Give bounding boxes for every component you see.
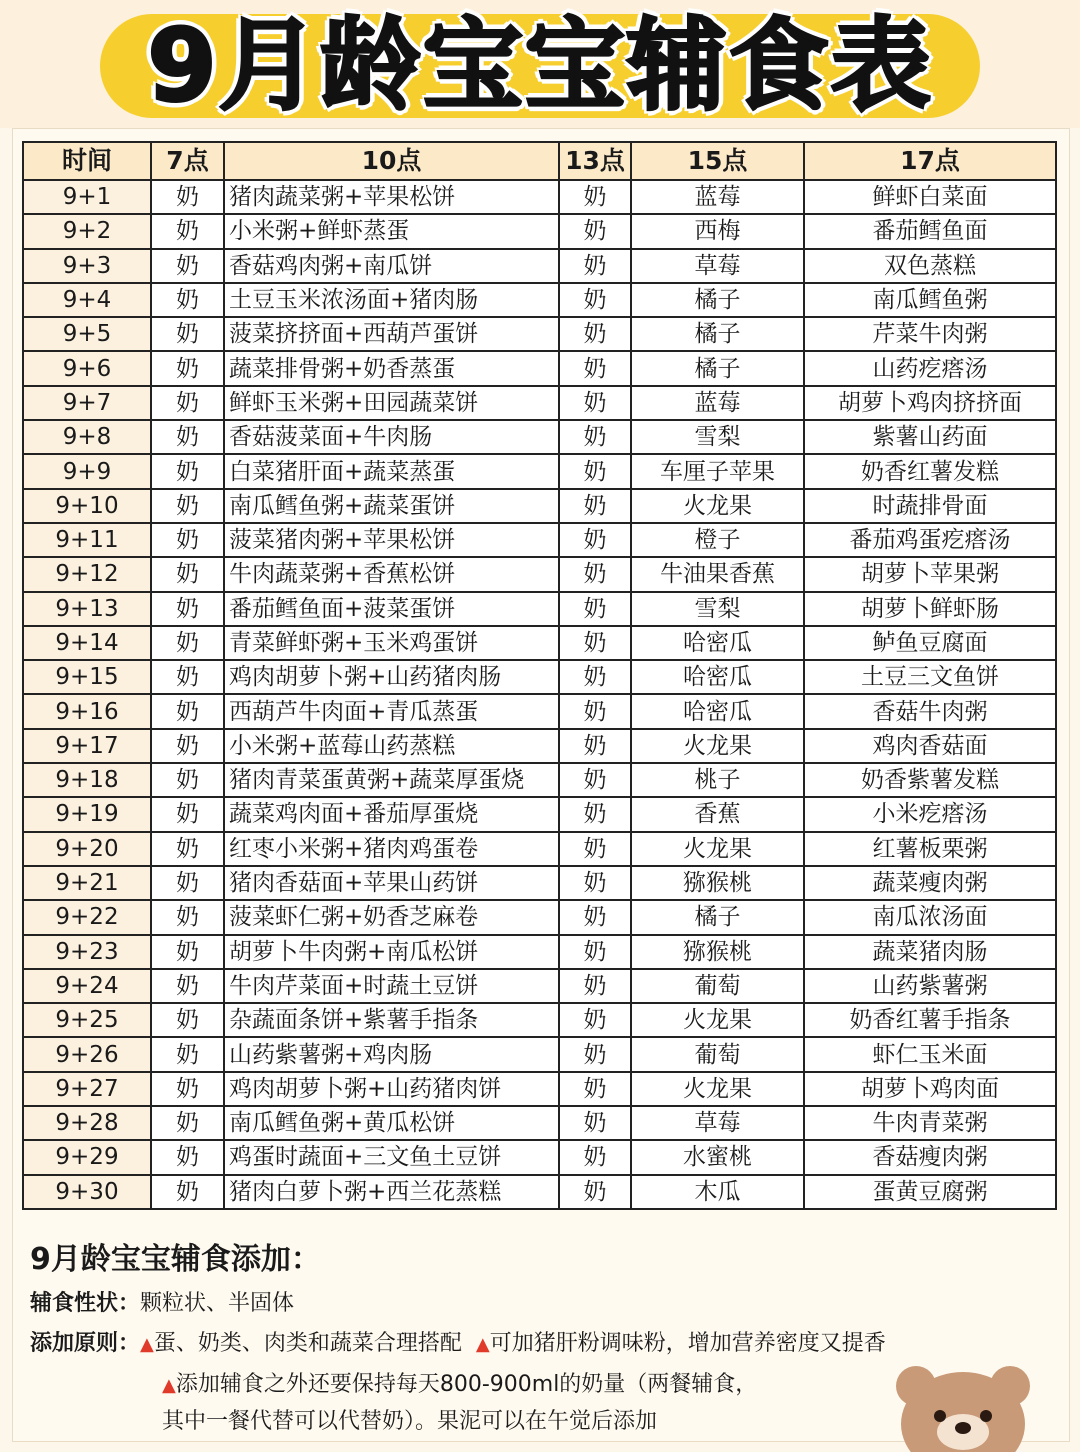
cell-17: 山药疙瘩汤 — [804, 351, 1056, 385]
cell-17: 牛肉青菜粥 — [804, 1106, 1056, 1140]
cell-time: 9+15 — [23, 660, 151, 694]
cell-15: 牛油果香蕉 — [631, 557, 804, 591]
cell-10: 菠菜挤挤面+西葫芦蛋饼 — [224, 317, 559, 351]
cell-7: 奶 — [151, 1106, 224, 1140]
cell-17: 香菇瘦肉粥 — [804, 1140, 1056, 1174]
cell-13: 奶 — [559, 935, 631, 969]
header-10: 10点 — [224, 142, 559, 180]
table-row — [23, 900, 1056, 934]
cell-17: 奶香紫薯发糕 — [804, 763, 1056, 797]
cell-17: 胡萝卜鸡肉挤挤面 — [804, 386, 1056, 420]
cell-13: 奶 — [559, 180, 631, 214]
cell-13: 奶 — [559, 557, 631, 591]
cell-13: 奶 — [559, 763, 631, 797]
cell-time: 9+25 — [23, 1003, 151, 1037]
cell-7: 奶 — [151, 1140, 224, 1174]
cell-7: 奶 — [151, 1175, 224, 1209]
cell-17: 鸡肉香菇面 — [804, 729, 1056, 763]
table-row — [23, 763, 1056, 797]
cell-10: 猪肉香菇面+苹果山药饼 — [224, 866, 559, 900]
cell-17: 时蔬排骨面 — [804, 489, 1056, 523]
bullet-icon: ▲ — [140, 1334, 154, 1355]
bullet-icon: ▲ — [475, 1334, 490, 1355]
cell-time: 9+2 — [23, 214, 151, 248]
principle-2: 可加猪肝粉调味粉，增加营养密度又提香 — [489, 1331, 886, 1356]
cell-17: 奶香红薯手指条 — [804, 1003, 1056, 1037]
cell-7: 奶 — [151, 797, 224, 831]
cell-time: 9+4 — [23, 283, 151, 317]
cell-13: 奶 — [559, 1140, 631, 1174]
cell-10: 香菇菠菜面+牛肉肠 — [224, 420, 559, 454]
cell-17: 双色蒸糕 — [804, 249, 1056, 283]
title-banner — [0, 0, 1080, 128]
table-row — [23, 489, 1056, 523]
cell-7: 奶 — [151, 729, 224, 763]
header-13: 13点 — [559, 142, 631, 180]
cell-10: 胡萝卜牛肉粥+南瓜松饼 — [224, 935, 559, 969]
table-row — [23, 249, 1056, 283]
cell-15: 车厘子苹果 — [631, 454, 804, 488]
cell-7: 奶 — [151, 592, 224, 626]
cell-15: 猕猴桃 — [631, 866, 804, 900]
table-header-row — [23, 142, 1056, 180]
table-row — [23, 797, 1056, 831]
cell-10: 鸡肉胡萝卜粥+山药猪肉饼 — [224, 1072, 559, 1106]
table-row — [23, 1140, 1056, 1174]
cell-15: 橘子 — [631, 351, 804, 385]
table-row — [23, 317, 1056, 351]
cell-13: 奶 — [559, 489, 631, 523]
cell-10: 番茄鳕鱼面+菠菜蛋饼 — [224, 592, 559, 626]
table-row — [23, 694, 1056, 728]
cell-13: 奶 — [559, 866, 631, 900]
cell-17: 芹菜牛肉粥 — [804, 317, 1056, 351]
cell-15: 火龙果 — [631, 729, 804, 763]
cell-7: 奶 — [151, 454, 224, 488]
cell-15: 橘子 — [631, 317, 804, 351]
cell-15: 水蜜桃 — [631, 1140, 804, 1174]
principle-label: 添加原则： — [30, 1331, 141, 1356]
bullet-icon: ▲ — [162, 1375, 176, 1396]
table-row — [23, 1003, 1056, 1037]
cell-15: 火龙果 — [631, 1072, 804, 1106]
cell-15: 雪梨 — [631, 420, 804, 454]
header-15: 15点 — [631, 142, 804, 180]
cell-time: 9+24 — [23, 969, 151, 1003]
meal-schedule-table — [22, 141, 1057, 1210]
cell-15: 哈密瓜 — [631, 694, 804, 728]
table-row — [23, 386, 1056, 420]
cell-17: 胡萝卜苹果粥 — [804, 557, 1056, 591]
table-row — [23, 866, 1056, 900]
cell-7: 奶 — [151, 180, 224, 214]
cell-15: 火龙果 — [631, 1003, 804, 1037]
cell-13: 奶 — [559, 1072, 631, 1106]
cell-15: 草莓 — [631, 249, 804, 283]
cell-15: 橘子 — [631, 900, 804, 934]
cell-7: 奶 — [151, 626, 224, 660]
cell-17: 香菇牛肉粥 — [804, 694, 1056, 728]
cell-13: 奶 — [559, 797, 631, 831]
cell-7: 奶 — [151, 523, 224, 557]
cell-time: 9+21 — [23, 866, 151, 900]
cell-10: 鲜虾玉米粥+田园蔬菜饼 — [224, 386, 559, 420]
cell-17: 蛋黄豆腐粥 — [804, 1175, 1056, 1209]
cell-13: 奶 — [559, 386, 631, 420]
cell-10: 香菇鸡肉粥+南瓜饼 — [224, 249, 559, 283]
table-row — [23, 180, 1056, 214]
cell-15: 香蕉 — [631, 797, 804, 831]
cell-7: 奶 — [151, 694, 224, 728]
cell-7: 奶 — [151, 386, 224, 420]
cell-time: 9+5 — [23, 317, 151, 351]
cell-10: 青菜鲜虾粥+玉米鸡蛋饼 — [224, 626, 559, 660]
cell-15: 木瓜 — [631, 1175, 804, 1209]
cell-7: 奶 — [151, 351, 224, 385]
table-row — [23, 1037, 1056, 1071]
cell-10: 牛肉芹菜面+时蔬土豆饼 — [224, 969, 559, 1003]
cell-10: 鸡蛋时蔬面+三文鱼土豆饼 — [224, 1140, 559, 1174]
cell-17: 鲈鱼豆腐面 — [804, 626, 1056, 660]
cell-7: 奶 — [151, 832, 224, 866]
cell-7: 奶 — [151, 249, 224, 283]
texture-label: 辅食性状： — [30, 1291, 141, 1316]
cell-time: 9+20 — [23, 832, 151, 866]
cell-13: 奶 — [559, 214, 631, 248]
cell-17: 南瓜浓汤面 — [804, 900, 1056, 934]
cell-17: 蔬菜猪肉肠 — [804, 935, 1056, 969]
cell-15: 蓝莓 — [631, 180, 804, 214]
cell-17: 番茄鸡蛋疙瘩汤 — [804, 523, 1056, 557]
cell-7: 奶 — [151, 557, 224, 591]
cell-10: 西葫芦牛肉面+青瓜蒸蛋 — [224, 694, 559, 728]
cell-time: 9+12 — [23, 557, 151, 591]
principle-3: 添加辅食之外还要保持每天800-900ml的奶量（两餐辅食， — [175, 1372, 758, 1397]
cell-15: 哈密瓜 — [631, 660, 804, 694]
table-row — [23, 420, 1056, 454]
cell-10: 猪肉青菜蛋黄粥+蔬菜厚蛋烧 — [224, 763, 559, 797]
table-row — [23, 1106, 1056, 1140]
cell-10: 牛肉蔬菜粥+香蕉松饼 — [224, 557, 559, 591]
cell-10: 鸡肉胡萝卜粥+山药猪肉肠 — [224, 660, 559, 694]
cell-17: 南瓜鳕鱼粥 — [804, 283, 1056, 317]
cell-17: 蔬菜瘦肉粥 — [804, 866, 1056, 900]
cell-10: 小米粥+鲜虾蒸蛋 — [224, 214, 559, 248]
cell-15: 哈密瓜 — [631, 626, 804, 660]
cell-time: 9+28 — [23, 1106, 151, 1140]
cell-10: 南瓜鳕鱼粥+蔬菜蛋饼 — [224, 489, 559, 523]
header-time: 时间 — [23, 142, 151, 180]
cell-7: 奶 — [151, 900, 224, 934]
cell-7: 奶 — [151, 660, 224, 694]
cell-time: 9+10 — [23, 489, 151, 523]
notes-title: 9月龄宝宝辅食添加： — [30, 1242, 321, 1277]
cell-7: 奶 — [151, 935, 224, 969]
cell-10: 土豆玉米浓汤面+猪肉肠 — [224, 283, 559, 317]
cell-17: 土豆三文鱼饼 — [804, 660, 1056, 694]
cell-15: 火龙果 — [631, 489, 804, 523]
cell-10: 山药紫薯粥+鸡肉肠 — [224, 1037, 559, 1071]
cell-time: 9+3 — [23, 249, 151, 283]
cell-time: 9+22 — [23, 900, 151, 934]
table-body — [23, 180, 1056, 1209]
cell-17: 胡萝卜鸡肉面 — [804, 1072, 1056, 1106]
cell-10: 小米粥+蓝莓山药蒸糕 — [224, 729, 559, 763]
cell-15: 猕猴桃 — [631, 935, 804, 969]
cell-17: 小米疙瘩汤 — [804, 797, 1056, 831]
cell-time: 9+6 — [23, 351, 151, 385]
cell-17: 鲜虾白菜面 — [804, 180, 1056, 214]
cell-13: 奶 — [559, 283, 631, 317]
cell-10: 白菜猪肝面+蔬菜蒸蛋 — [224, 454, 559, 488]
bear-icon — [888, 1352, 1038, 1452]
cell-time: 9+29 — [23, 1140, 151, 1174]
cell-7: 奶 — [151, 969, 224, 1003]
cell-17: 山药紫薯粥 — [804, 969, 1056, 1003]
cell-time: 9+7 — [23, 386, 151, 420]
cell-17: 紫薯山药面 — [804, 420, 1056, 454]
cell-time: 9+1 — [23, 180, 151, 214]
header-17: 17点 — [804, 142, 1056, 180]
table-row — [23, 1175, 1056, 1209]
principle-continuation: 其中一餐代替可以代替奶）。果泥可以在午觉后添加 — [162, 1409, 658, 1434]
table-row — [23, 660, 1056, 694]
cell-17: 番茄鳕鱼面 — [804, 214, 1056, 248]
cell-10: 菠菜猪肉粥+苹果松饼 — [224, 523, 559, 557]
cell-15: 雪梨 — [631, 592, 804, 626]
cell-time: 9+11 — [23, 523, 151, 557]
cell-13: 奶 — [559, 454, 631, 488]
table-row — [23, 214, 1056, 248]
texture-row — [30, 1286, 1050, 1322]
cell-7: 奶 — [151, 763, 224, 797]
table-row — [23, 523, 1056, 557]
table-row — [23, 557, 1056, 591]
cell-17: 红薯板栗粥 — [804, 832, 1056, 866]
cell-time: 9+14 — [23, 626, 151, 660]
cell-10: 猪肉白萝卜粥+西兰花蒸糕 — [224, 1175, 559, 1209]
cell-13: 奶 — [559, 351, 631, 385]
cell-13: 奶 — [559, 249, 631, 283]
cell-7: 奶 — [151, 420, 224, 454]
cell-15: 桃子 — [631, 763, 804, 797]
cell-13: 奶 — [559, 900, 631, 934]
cell-time: 9+8 — [23, 420, 151, 454]
cell-13: 奶 — [559, 1106, 631, 1140]
cell-13: 奶 — [559, 969, 631, 1003]
table-row — [23, 592, 1056, 626]
page-title: 9月龄宝宝辅食表 — [147, 7, 933, 124]
cell-13: 奶 — [559, 694, 631, 728]
cell-time: 9+30 — [23, 1175, 151, 1209]
cell-17: 奶香红薯发糕 — [804, 454, 1056, 488]
cell-time: 9+16 — [23, 694, 151, 728]
cell-time: 9+17 — [23, 729, 151, 763]
cell-7: 奶 — [151, 1037, 224, 1071]
texture-value: 颗粒状、半固体 — [140, 1291, 295, 1316]
table-row — [23, 1072, 1056, 1106]
cell-15: 西梅 — [631, 214, 804, 248]
cell-7: 奶 — [151, 283, 224, 317]
cell-10: 杂蔬面条饼+紫薯手指条 — [224, 1003, 559, 1037]
cell-17: 胡萝卜鲜虾肠 — [804, 592, 1056, 626]
cell-15: 蓝莓 — [631, 386, 804, 420]
cell-time: 9+13 — [23, 592, 151, 626]
cell-time: 9+26 — [23, 1037, 151, 1071]
cell-time: 9+9 — [23, 454, 151, 488]
cell-17: 虾仁玉米面 — [804, 1037, 1056, 1071]
cell-7: 奶 — [151, 214, 224, 248]
cell-10: 蔬菜排骨粥+奶香蒸蛋 — [224, 351, 559, 385]
cell-10: 菠菜虾仁粥+奶香芝麻卷 — [224, 900, 559, 934]
cell-7: 奶 — [151, 317, 224, 351]
cell-10: 红枣小米粥+猪肉鸡蛋卷 — [224, 832, 559, 866]
cell-7: 奶 — [151, 866, 224, 900]
cell-10: 猪肉蔬菜粥+苹果松饼 — [224, 180, 559, 214]
cell-15: 橘子 — [631, 283, 804, 317]
header-7: 7点 — [151, 142, 224, 180]
cell-13: 奶 — [559, 317, 631, 351]
table-row — [23, 935, 1056, 969]
cell-15: 葡萄 — [631, 1037, 804, 1071]
cell-13: 奶 — [559, 523, 631, 557]
cell-15: 橙子 — [631, 523, 804, 557]
cell-time: 9+19 — [23, 797, 151, 831]
table-row — [23, 351, 1056, 385]
table-row — [23, 626, 1056, 660]
cell-13: 奶 — [559, 660, 631, 694]
cell-10: 蔬菜鸡肉面+番茄厚蛋烧 — [224, 797, 559, 831]
cell-13: 奶 — [559, 1003, 631, 1037]
table-row — [23, 454, 1056, 488]
cell-7: 奶 — [151, 1072, 224, 1106]
cell-7: 奶 — [151, 489, 224, 523]
cell-15: 葡萄 — [631, 969, 804, 1003]
table-row — [23, 729, 1056, 763]
cell-13: 奶 — [559, 1037, 631, 1071]
cell-time: 9+18 — [23, 763, 151, 797]
cell-15: 草莓 — [631, 1106, 804, 1140]
table-row — [23, 832, 1056, 866]
cell-13: 奶 — [559, 729, 631, 763]
principle-1: 蛋、奶类、肉类和蔬菜合理搭配 — [153, 1331, 462, 1356]
cell-13: 奶 — [559, 420, 631, 454]
cell-time: 9+27 — [23, 1072, 151, 1106]
cell-15: 火龙果 — [631, 832, 804, 866]
cell-13: 奶 — [559, 1175, 631, 1209]
table-row — [23, 283, 1056, 317]
table-row — [23, 969, 1056, 1003]
cell-13: 奶 — [559, 592, 631, 626]
cell-13: 奶 — [559, 832, 631, 866]
cell-7: 奶 — [151, 1003, 224, 1037]
cell-time: 9+23 — [23, 935, 151, 969]
cell-10: 南瓜鳕鱼粥+黄瓜松饼 — [224, 1106, 559, 1140]
cell-13: 奶 — [559, 626, 631, 660]
